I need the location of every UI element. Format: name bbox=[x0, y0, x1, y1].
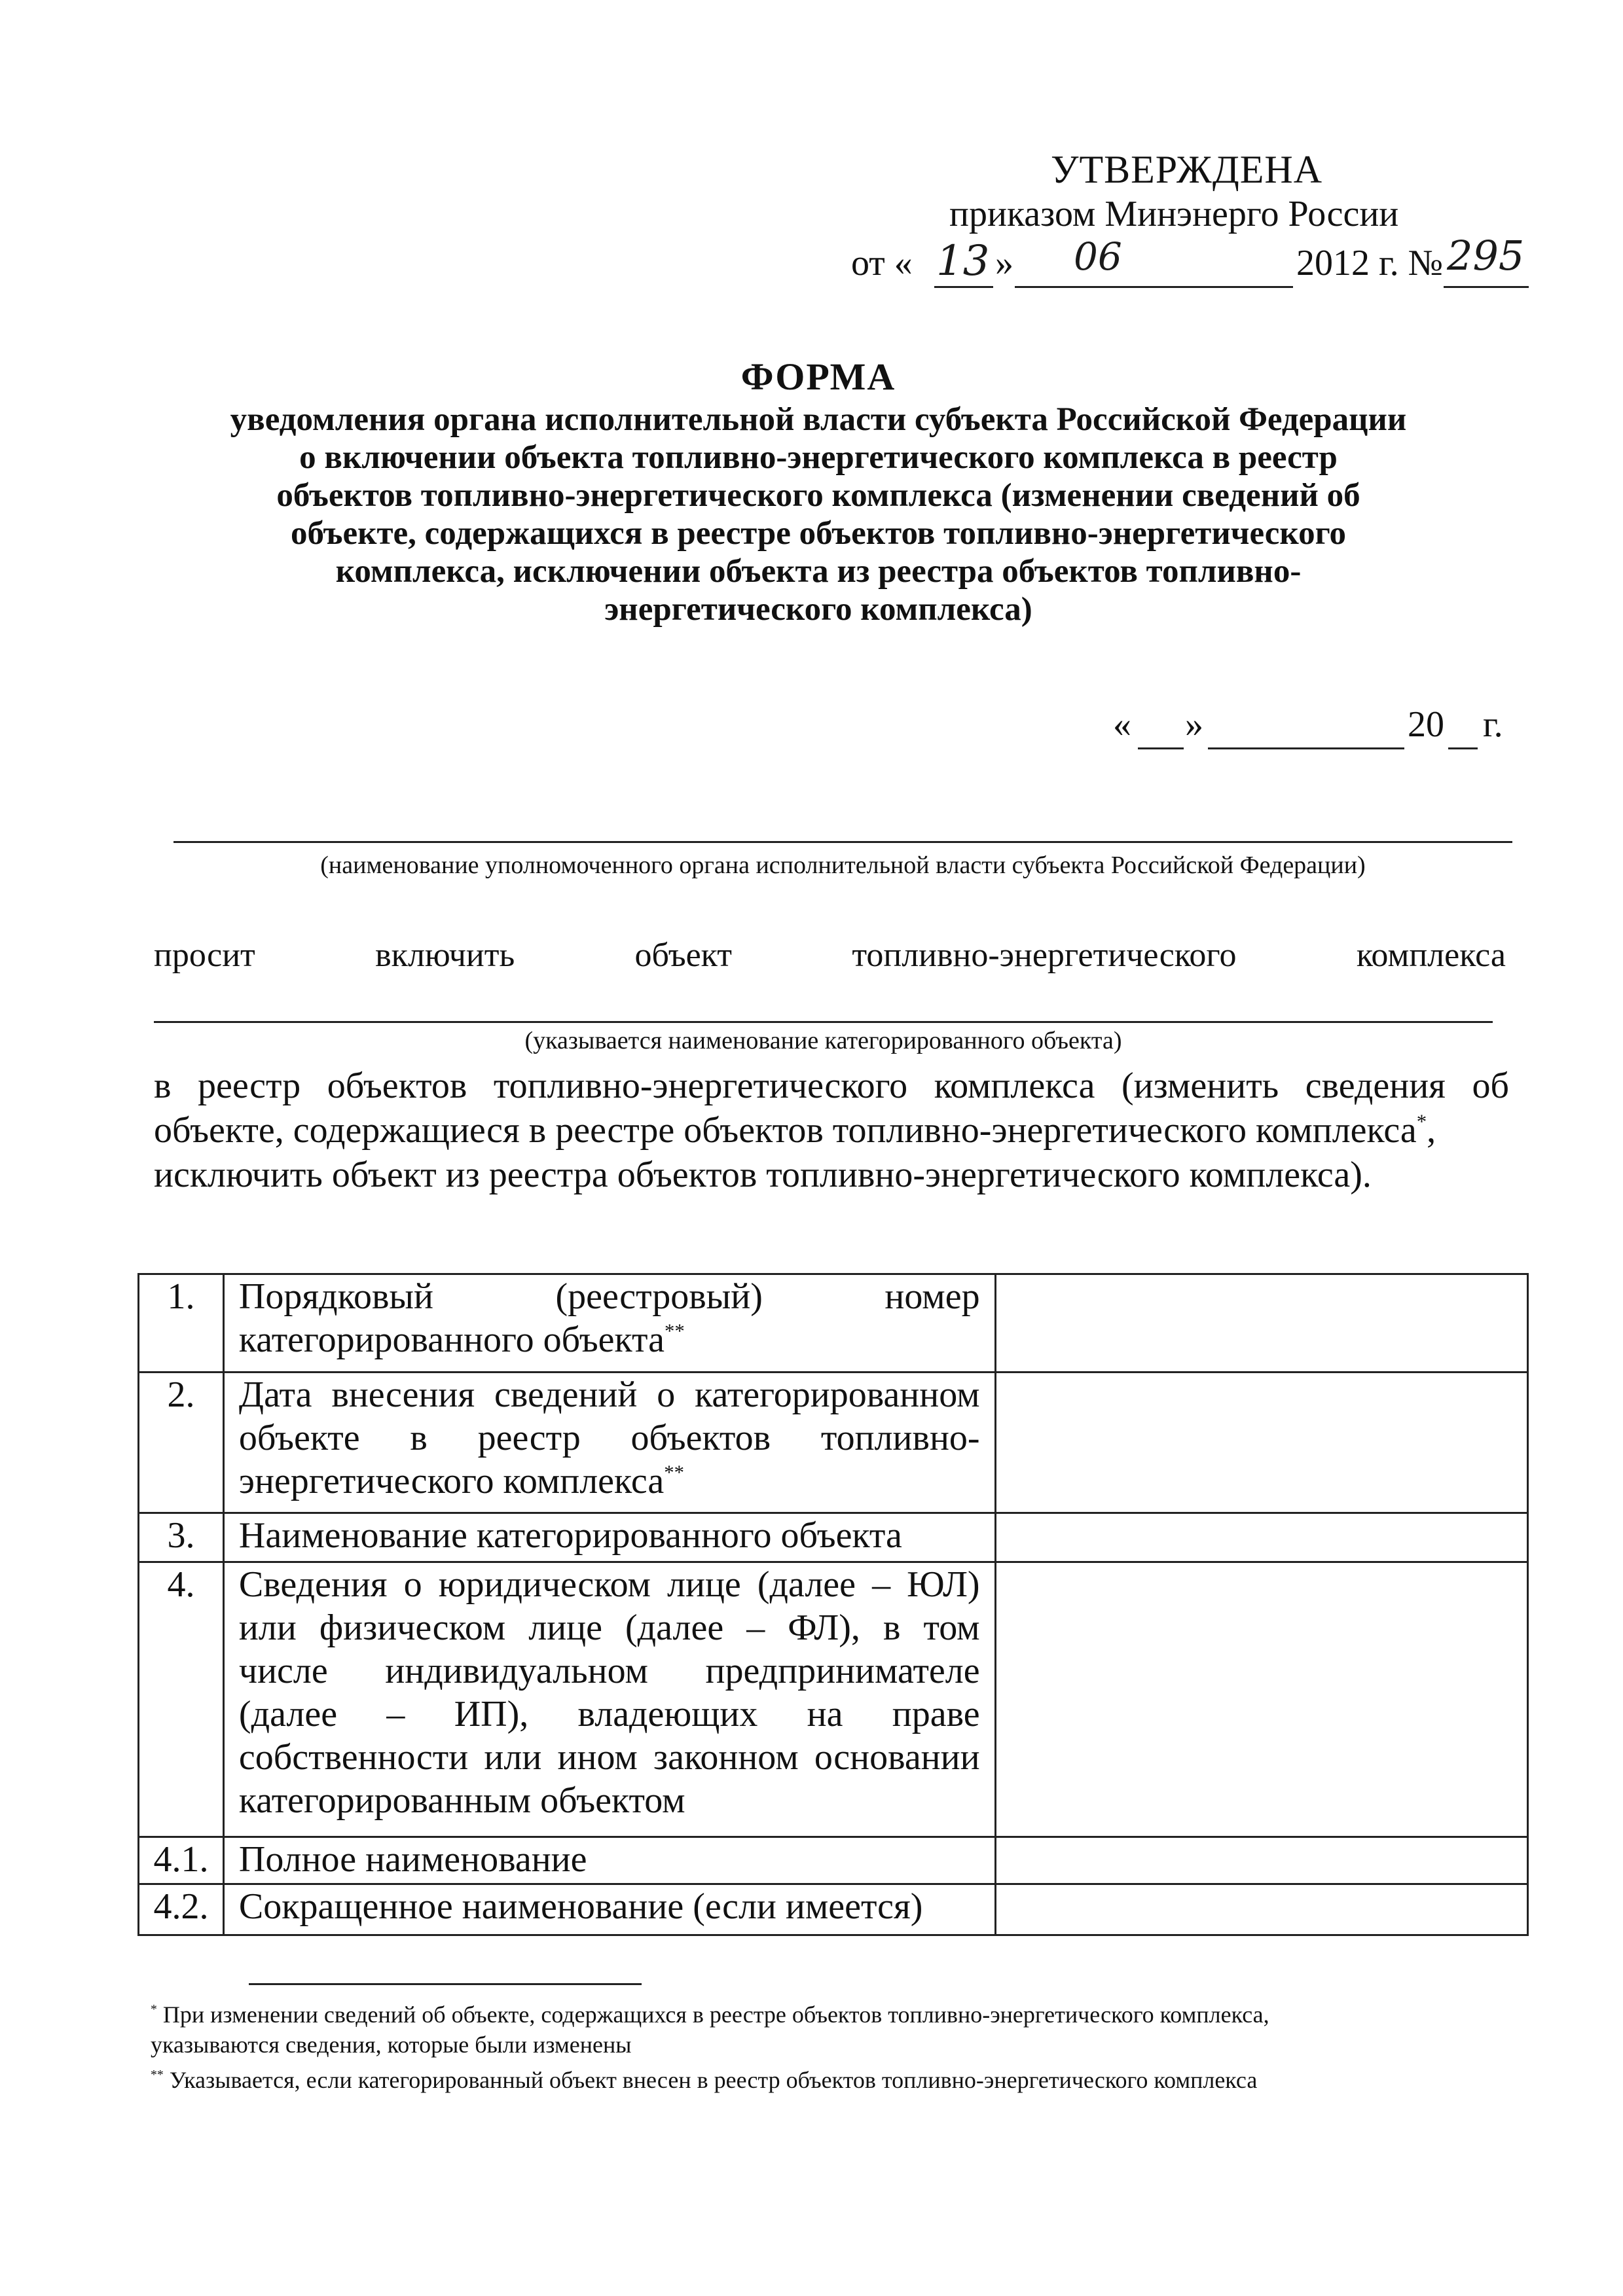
row-number: 2. bbox=[139, 1372, 224, 1513]
footnote-line bbox=[151, 2065, 1512, 2095]
approval-day: 13 bbox=[936, 237, 990, 285]
date-year-blank[interactable] bbox=[1448, 709, 1478, 749]
row-label bbox=[223, 1562, 995, 1837]
footnote-text: При изменении сведений об объекте, содержащихся в реестре объектов топливно-энергетического комплекса, bbox=[162, 2001, 1269, 2028]
form-table bbox=[137, 1273, 1529, 1936]
request-word: объект bbox=[634, 937, 732, 974]
footnote-1 bbox=[151, 2000, 1512, 2060]
approval-quote-close: » bbox=[995, 243, 1013, 283]
row-label bbox=[223, 1837, 995, 1884]
table-row bbox=[139, 1372, 1528, 1513]
row-label-line: Полное наименование bbox=[238, 1839, 587, 1880]
footnote-line: указываются сведения, которые были изменены bbox=[151, 2032, 632, 2058]
paragraph-line-text: объекте, содержащиеся в реестре объектов топливно-энергетического комплекса bbox=[154, 1110, 1417, 1151]
row-label bbox=[223, 1884, 995, 1935]
object-caption: (указывается наименование категорированного объекта) bbox=[524, 1027, 1122, 1054]
row-label-line bbox=[239, 1460, 980, 1503]
row-label-line: Сведения о юридическом лице (далее – ЮЛ) bbox=[238, 1564, 980, 1605]
approval-from-prefix: от « bbox=[851, 243, 913, 283]
row-label-line: или физическом лице (далее – ФЛ), в том bbox=[238, 1607, 980, 1648]
footnote-separator bbox=[249, 1983, 642, 1985]
month-underline bbox=[1015, 247, 1293, 288]
date-year-suffix: г. bbox=[1483, 704, 1503, 745]
table-row bbox=[139, 1513, 1528, 1562]
table-row bbox=[139, 1837, 1528, 1884]
row-label-line: (далее – ИП), владеющих на праве bbox=[238, 1694, 980, 1734]
footnote-mark: ** bbox=[665, 1319, 685, 1342]
form-title-line: уведомления органа исполнительной власти субъекта Российской Федерации bbox=[230, 401, 1407, 438]
footnote-mark: ** bbox=[151, 2068, 164, 2083]
footnote-mark: * bbox=[151, 2002, 157, 2017]
form-title-line: объекте, содержащихся в реестре объектов топливно-энергетического bbox=[291, 515, 1346, 552]
date-field bbox=[1113, 704, 1532, 756]
date-day-blank[interactable] bbox=[1138, 709, 1184, 749]
row-label-line: Дата внесения сведений о категорированном bbox=[238, 1374, 980, 1415]
row-label bbox=[223, 1372, 995, 1513]
row-value-cell[interactable] bbox=[995, 1837, 1527, 1884]
row-label-text: категорированного объекта bbox=[238, 1319, 665, 1360]
approval-title: УТВЕРЖДЕНА bbox=[1051, 148, 1323, 191]
row-label bbox=[223, 1274, 995, 1372]
row-label-line: Наименование категорированного объекта bbox=[238, 1515, 902, 1556]
form-heading: ФОРМА bbox=[740, 355, 896, 398]
row-label-line: числе индивидуальном предпринимателе bbox=[238, 1651, 980, 1691]
table-row bbox=[139, 1274, 1528, 1372]
row-value-cell[interactable] bbox=[995, 1884, 1527, 1935]
row-value-cell[interactable] bbox=[995, 1372, 1527, 1513]
approval-date-line bbox=[851, 232, 1571, 295]
row-label-line: объекте в реестр объектов топливно- bbox=[238, 1418, 980, 1458]
paragraph-line: в реестр объектов топливно-энергетического комплекса (изменить сведения об bbox=[154, 1066, 1509, 1106]
date-open-quote: « bbox=[1113, 704, 1131, 745]
paragraph-line bbox=[154, 1108, 1509, 1153]
row-label-line bbox=[239, 1318, 980, 1361]
form-title bbox=[131, 353, 1506, 628]
row-label-line: Сокращенное наименование (если имеется) bbox=[238, 1886, 923, 1927]
form-title-line: энергетического комплекса) bbox=[604, 591, 1032, 628]
row-label-line: Порядковый (реестровый) номер bbox=[238, 1276, 980, 1317]
row-number: 4.1. bbox=[139, 1837, 224, 1884]
request-word: просит bbox=[154, 937, 255, 974]
authority-name-line[interactable] bbox=[173, 841, 1512, 843]
row-label-line: категорированным объектом bbox=[238, 1780, 685, 1821]
row-number: 1. bbox=[139, 1274, 224, 1372]
footnote-mark: ** bbox=[664, 1461, 685, 1484]
date-close-quote: » bbox=[1185, 704, 1203, 745]
paragraph-line: исключить объект из реестра объектов топливно-энергетического комплекса). bbox=[154, 1155, 1372, 1195]
request-paragraph bbox=[154, 1064, 1509, 1197]
footnote-line bbox=[151, 2000, 1512, 2030]
approval-month: 06 bbox=[1074, 234, 1122, 279]
footnote-mark: * bbox=[1416, 1110, 1427, 1133]
approval-number: 295 bbox=[1447, 232, 1525, 279]
form-title-line: объектов топливно-энергетического комплекса (изменении сведений об bbox=[276, 477, 1360, 514]
form-title-line: комплекса, исключении объекта из реестра объектов топливно- bbox=[335, 553, 1302, 590]
row-label-text: энергетического комплекса bbox=[238, 1461, 665, 1501]
row-number: 4. bbox=[139, 1562, 224, 1837]
date-year-prefix: 20 bbox=[1408, 704, 1444, 745]
request-word: комплекса bbox=[1356, 937, 1506, 974]
request-line bbox=[154, 936, 1506, 975]
row-label-line: собственности или ином законном основании bbox=[238, 1737, 980, 1778]
row-value-cell[interactable] bbox=[995, 1513, 1527, 1562]
footnote-text: Указывается, если категорированный объект внесен в реестр объектов топливно-энергетического комплекса bbox=[169, 2067, 1258, 2093]
approval-order: приказом Минэнерго России bbox=[949, 194, 1399, 234]
object-name-line[interactable] bbox=[154, 1021, 1493, 1023]
paragraph-comma: , bbox=[1427, 1110, 1436, 1151]
date-month-blank[interactable] bbox=[1208, 709, 1404, 749]
table-row bbox=[139, 1562, 1528, 1837]
row-value-cell[interactable] bbox=[995, 1274, 1527, 1372]
form-title-line: о включении объекта топливно-энергетического комплекса в реестр bbox=[299, 439, 1338, 476]
row-number: 4.2. bbox=[139, 1884, 224, 1935]
table-row bbox=[139, 1884, 1528, 1935]
request-word: включить bbox=[375, 937, 515, 974]
authority-caption: (наименование уполномоченного органа исполнительной власти субъекта Российской Федерации) bbox=[320, 852, 1366, 879]
row-number: 3. bbox=[139, 1513, 224, 1562]
request-word: топливно-энергетического bbox=[852, 937, 1237, 974]
row-label bbox=[223, 1513, 995, 1562]
row-value-cell[interactable] bbox=[995, 1562, 1527, 1837]
footnote-2 bbox=[151, 2065, 1512, 2095]
approval-year-text: 2012 г. № bbox=[1296, 243, 1444, 283]
